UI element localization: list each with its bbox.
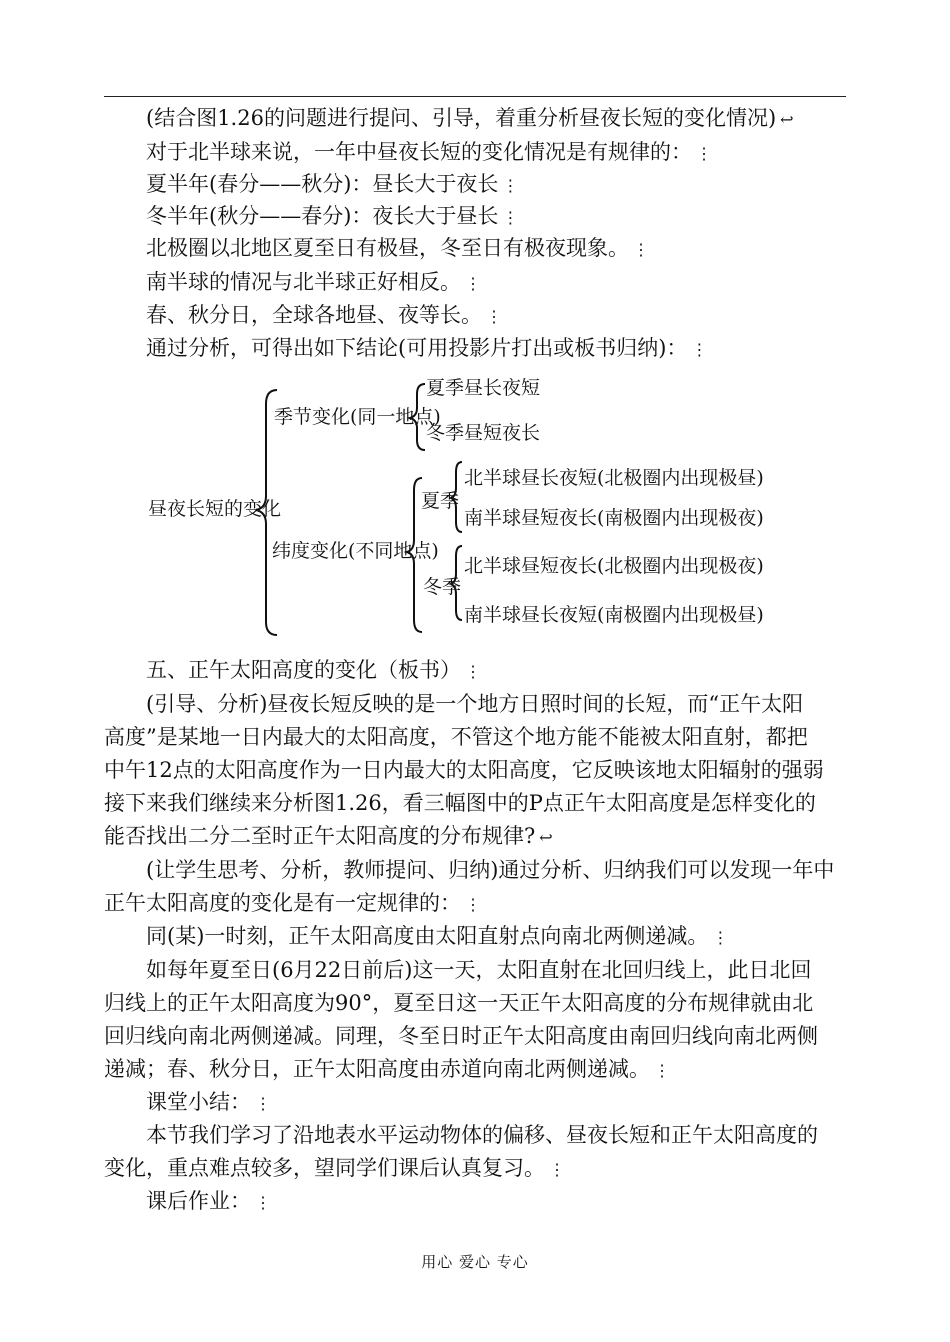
paragraph-line: 高度”是某地一日内最大的太阳高度，不管这个地方能不能被太阳直射，都把 [104, 725, 808, 749]
paragraph-line: 能否找出二分二至时正午太阳高度的分布规律? ↩ [104, 824, 553, 848]
paragraph-line: 变化，重点难点较多，望同学们课后认真复习。 ⋮ [104, 1156, 565, 1180]
paragraph-line: 课堂小结： ⋮ [146, 1090, 271, 1114]
paragraph-line: 同(某)一时刻，正午太阳高度由太阳直射点向南北两侧递减。 ⋮ [146, 924, 729, 948]
diagram-item: 北半球昼长夜短(北极圈内出现极昼) [464, 467, 764, 489]
paragraph-line: 通过分析，可得出如下结论(可用投影片打出或板书归纳)： ⋮ [146, 336, 708, 360]
paragraph-line: 递减；春、秋分日，正午太阳高度由赤道向南北两侧递减。 ⋮ [104, 1057, 670, 1081]
diagram-item: 南半球昼长夜短(南极圈内出现极昼) [464, 604, 764, 626]
paragraph-line: 春、秋分日，全球各地昼、夜等长。 ⋮ [146, 303, 502, 327]
paragraph-line: 接下来我们继续来分析图1.26，看三幅图中的P点正午太阳高度是怎样变化的 [104, 791, 816, 815]
paragraph-line: 南半球的情况与北半球正好相反。 ⋮ [146, 270, 481, 294]
diagram-item: 夏季昼长夜短 [426, 377, 541, 399]
diagram-branch-latitude: 纬度变化(不同地点) [272, 540, 439, 562]
paragraph-line: 回归线向南北两侧递减。同理，冬至日时正午太阳高度由南回归线向南北两侧 [104, 1024, 818, 1048]
paragraph-line: 课后作业： ⋮ [146, 1189, 271, 1213]
paragraph-line: 对于北半球来说，一年中昼夜长短的变化情况是有规律的： ⋮ [146, 140, 712, 164]
paragraph-line: (结合图1.26的问题进行提问、引导，着重分析昼夜长短的变化情况) ↩ [146, 106, 794, 130]
diagram-branch-season: 季节变化(同一地点) [274, 406, 441, 428]
diagram-item: 北半球昼短夜长(北极圈内出现极夜) [464, 555, 764, 577]
diagram-item: 南半球昼短夜长(南极圈内出现极夜) [464, 507, 764, 529]
paragraph-line: 夏半年(春分——秋分)：昼长大于夜长 ⋮ [146, 172, 519, 196]
diagram-root: 昼夜长短的变化 [148, 498, 282, 520]
header-rule [104, 96, 846, 97]
paragraph-line: 如每年夏至日(6月22日前后)这一天，太阳直射在北回归线上，此日北回 [146, 958, 812, 982]
paragraph-line: 正午太阳高度的变化是有一定规律的： ⋮ [104, 891, 481, 915]
paragraph-line: 中午12点的太阳高度作为一日内最大的太阳高度，它反映该地太阳辐射的强弱 [104, 758, 824, 782]
page-footer: 用心 爱心 专心 [421, 1253, 529, 1271]
diagram-summer-label: 夏季 [421, 490, 460, 512]
paragraph-line: 冬半年(秋分——春分)：夜长大于昼长 ⋮ [146, 204, 519, 228]
paragraph-line: 北极圈以北地区夏至日有极昼，冬至日有极夜现象。 ⋮ [146, 236, 649, 260]
diagram-item: 冬季昼短夜长 [426, 422, 541, 444]
day-night-length-diagram [140, 370, 764, 648]
paragraph-line: (引导、分析)昼夜长短反映的是一个地方日照时间的长短，而“正午太阳 [146, 692, 804, 716]
paragraph-line: 归线上的正午太阳高度为90°，夏至日这一天正午太阳高度的分布规律就由北 [104, 991, 814, 1015]
paragraph-line: 本节我们学习了沿地表水平运动物体的偏移、昼夜长短和正午太阳高度的 [146, 1123, 818, 1147]
paragraph-line: (让学生思考、分析，教师提问、归纳)通过分析、归纳我们可以发现一年中 [146, 858, 835, 882]
diagram-winter-label: 冬季 [423, 576, 462, 598]
section-heading: 五、正午太阳高度的变化（板书） ⋮ [146, 658, 481, 682]
